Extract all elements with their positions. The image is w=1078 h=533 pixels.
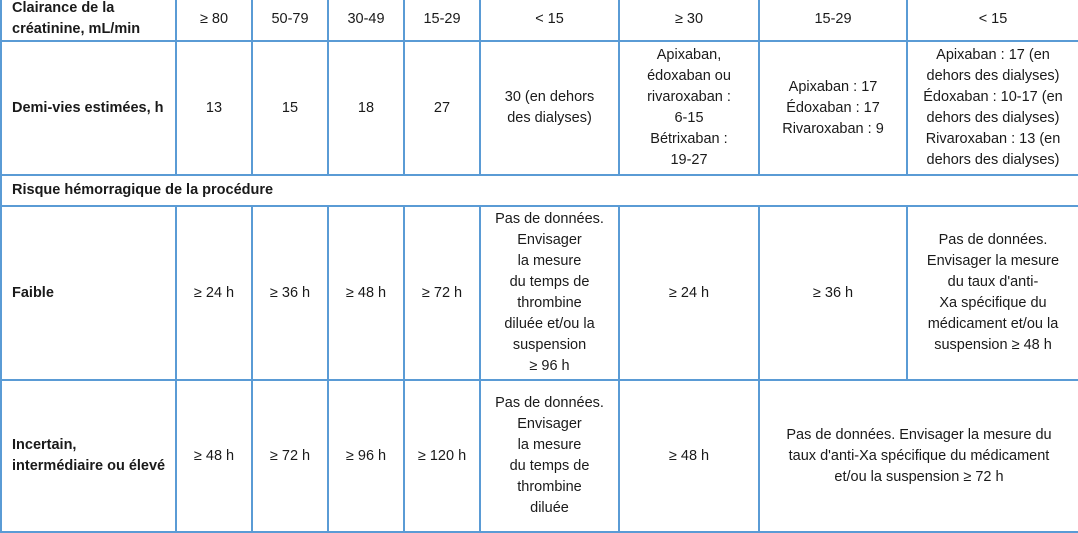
low-risk-cell: ≥ 24 h [176, 206, 252, 380]
row-label-creatinine-clearance: Clairance de la créatinine, mL/min [1, 0, 176, 41]
high-risk-row [1, 380, 1078, 532]
high-risk-cell: ≥ 120 h [404, 380, 480, 532]
row-label-high-risk: Incertain, intermédiaire ou élevé [1, 380, 176, 532]
half-life-cell: Apixaban : 17 Édoxaban : 17 Rivaroxaban : 9 [759, 41, 907, 175]
row-label-low-risk: Faible [1, 206, 176, 380]
clearance-cell: ≥ 30 [619, 0, 759, 41]
half-life-row [1, 41, 1078, 175]
low-risk-cell: ≥ 48 h [328, 206, 404, 380]
high-risk-cell: ≥ 48 h [619, 380, 759, 532]
high-risk-cell: Pas de données. Envisager la mesure du temps de thrombine diluée [480, 380, 619, 532]
clearance-cell: 15-29 [759, 0, 907, 41]
high-risk-cell: ≥ 96 h [328, 380, 404, 532]
low-risk-cell: ≥ 36 h [759, 206, 907, 380]
clearance-cell: 30-49 [328, 0, 404, 41]
half-life-cell: 15 [252, 41, 328, 175]
low-risk-cell: ≥ 72 h [404, 206, 480, 380]
half-life-cell: Apixaban : 17 (en dehors des dialyses) Édoxaban : 10-17 (en dehors des dialyses) Rivaroxaban : 13 (en dehors des dialyses) [907, 41, 1078, 175]
clearance-cell: 15-29 [404, 0, 480, 41]
low-risk-row [1, 206, 1078, 380]
half-life-cell: 27 [404, 41, 480, 175]
half-life-cell: Apixaban, édoxaban ou rivaroxaban : 6-15 Bétrixaban : 19-27 [619, 41, 759, 175]
row-label-half-life: Demi-vies estimées, h [1, 41, 176, 175]
clearance-cell: ≥ 80 [176, 0, 252, 41]
creatinine-clearance-row [1, 0, 1078, 41]
half-life-cell: 30 (en dehors des dialyses) [480, 41, 619, 175]
high-risk-cell-merged: Pas de données. Envisager la mesure du taux d'anti-Xa spécifique du médicament et/ou la suspension ≥ 72 h [759, 380, 1078, 532]
low-risk-cell: ≥ 36 h [252, 206, 328, 380]
low-risk-cell: ≥ 24 h [619, 206, 759, 380]
high-risk-cell: ≥ 48 h [176, 380, 252, 532]
clearance-cell: < 15 [480, 0, 619, 41]
section-header-row [1, 175, 1078, 206]
low-risk-cell: Pas de données. Envisager la mesure du temps de thrombine diluée et/ou la suspension ≥ 96 h [480, 206, 619, 380]
half-life-cell: 13 [176, 41, 252, 175]
low-risk-cell: Pas de données. Envisager la mesure du taux d'anti- Xa spécifique du médicament et/ou la suspension ≥ 48 h [907, 206, 1078, 380]
section-header-bleeding-risk: Risque hémorragique de la procédure [1, 175, 1078, 206]
clearance-cell: < 15 [907, 0, 1078, 41]
half-life-cell: 18 [328, 41, 404, 175]
high-risk-cell: ≥ 72 h [252, 380, 328, 532]
clearance-cell: 50-79 [252, 0, 328, 41]
